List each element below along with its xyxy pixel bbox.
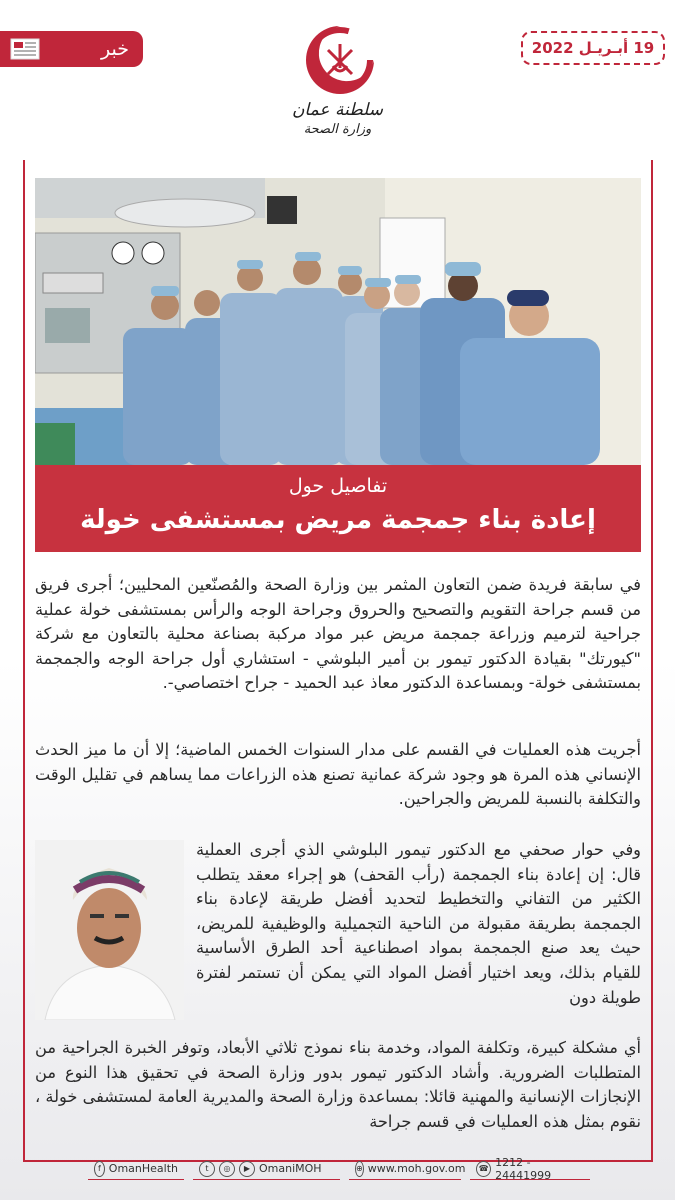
article-paragraph-4: أي مشكلة كبيرة، وتكلفة المواد، وخدمة بناء نموذج ثلاثي الأبعاد، وتوفر الخبرة الجراحية من المتطلبات الضرورية. وأشاد الدكتور تيمور بدور وزارة الصحة في تحقيق هذا النوع من الإنجازات الإنسانية والمهنية قائلا: بمساعدة وزارة الصحة والمديرية العامة لمستشفى خولة ، نقوم بمثل هذه العمليات في قسم جراحة — [35, 1038, 641, 1131]
ministry-logo-emblem — [300, 20, 380, 100]
footer-website[interactable] — [349, 1158, 466, 1180]
phone-icon: ☎ — [476, 1161, 491, 1177]
article-paragraph-1: في سابقة فريدة ضمن التعاون المثمر بين وزارة الصحة والمُصنّعين المحليين؛ أجرى فريق من قسم جراحة التقويم والتصحيح والحروق وجراحة الوجه والرأس بمستشفى خولة عملية جراحية لترميم وزراعة جمجمة مريض عبر مواد مركبة بصناعة محلية بالتعاون مع شركة "كيورتك" بقيادة الدكتور تيمور بن أمير البلوشي - استشاري أول جراحة الوجه والجمجمة بمستشفى خولة- وبمساعدة الدكتور معاذ عبد الحميد - جراح اختصاصي-. — [35, 575, 641, 693]
article-paragraph-3: وفي حوار صحفي مع الدكتور تيمور البلوشي الذي أجرى العملية قال: إن إعادة بناء الجمجمة (رأب القحف) هو إجراء معقد يتطلب الكثير من التفاني والتخطيط لتحديد أفضل طريقة لإعادة بناء الجمجمة بطريقة مقبولة من الناحية التجميلية والوظيفية للمريض، حيث يعد صنع الجمجمة بمواد اصطناعية أحد الطرق الأساسية للقيام بذلك، ويعد اختيار أفضل المواد التي يمكن أن تستمر لفترة طويلة دون — [196, 840, 641, 1007]
date-badge: 19 أبـريـل 2022 — [521, 31, 665, 65]
surgical-team-photo — [35, 178, 641, 465]
facebook-icon: f — [94, 1161, 105, 1177]
news-tag-label: خبر — [101, 38, 129, 60]
doctor-portrait — [35, 840, 184, 1020]
footer-social-handle: OmaniMOH — [259, 1162, 322, 1175]
logo-text-country: سلطنة عمان — [291, 100, 384, 120]
footer-phone[interactable] — [470, 1155, 590, 1182]
news-tag — [0, 31, 143, 67]
youtube-icon: ▶ — [239, 1161, 255, 1177]
instagram-icon: ◎ — [219, 1161, 235, 1177]
footer-social[interactable] — [193, 1158, 340, 1180]
footer-facebook[interactable] — [88, 1158, 184, 1180]
globe-icon: ⊕ — [355, 1161, 364, 1177]
headline-banner — [35, 465, 641, 552]
logo-text-ministry: وزارة الصحة — [303, 122, 372, 137]
twitter-icon: t — [199, 1161, 215, 1177]
headline-subtitle: تفاصيل حول — [288, 475, 388, 497]
footer-phone-number: 1212 - 24441999 — [495, 1155, 552, 1182]
headline-title: إعادة بناء جمجمة مريض بمستشفى خولة — [80, 505, 596, 535]
footer-website-url: www.moh.gov.om — [367, 1162, 466, 1175]
newspaper-icon — [10, 38, 40, 60]
article-paragraph-2: أجريت هذه العمليات في القسم على مدار السنوات الخمس الماضية؛ إلا أن ما ميز الحدث الإنساني هذه المرة هو وجود شركة عمانية تصنع هذه الزراعات مما يساهم في تقليل الوقت والتكلفة بالنسبة للمريض والجراحين. — [35, 740, 641, 809]
footer-facebook-handle: OmanHealth — [108, 1162, 178, 1175]
